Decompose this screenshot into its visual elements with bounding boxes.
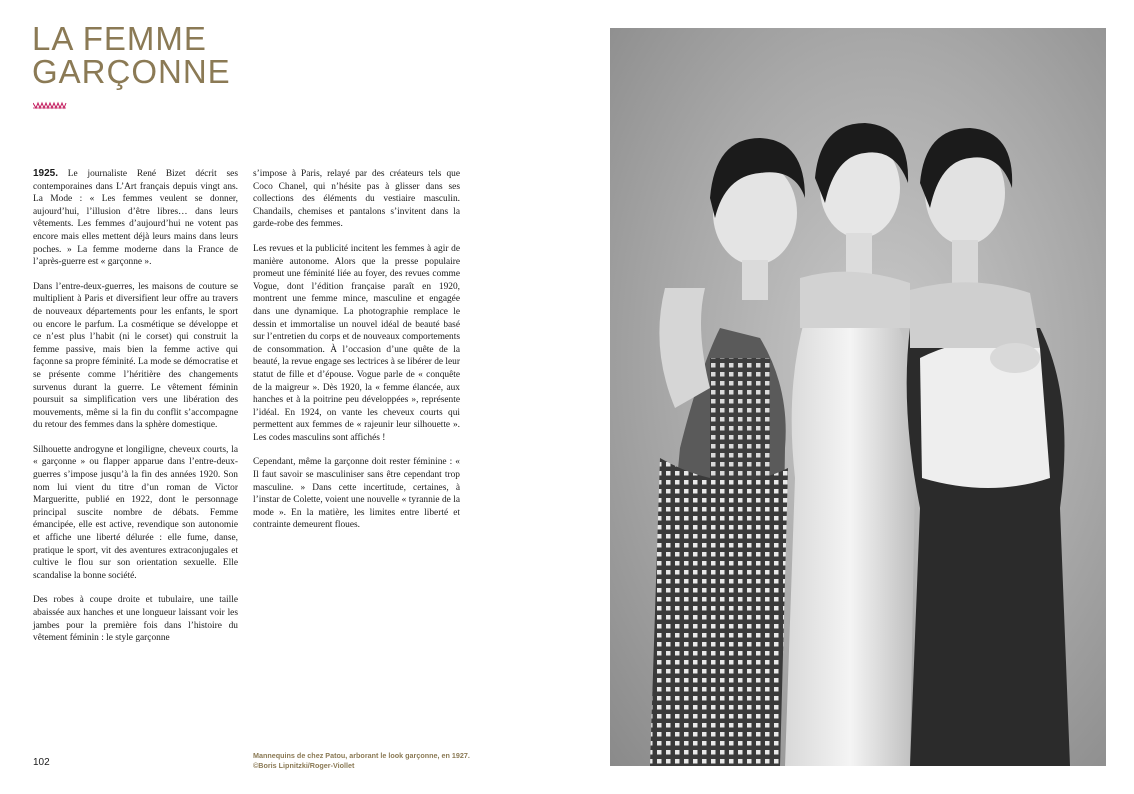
title-line-1: LA FEMME [32, 20, 207, 57]
paragraph-6: Les revues et la publicité incitent les femmes à agir de manière autonome. Alors que la presse populaire promeut une féminité liée au foyer, des revues comme Vogue, dont l’édition française paraît en 1920, montrent une femme mince, masculine et engagée dans une dynamique. La photographie remplace le dessin et immortalise un nouvel idéal de beauté basé sur l’entretien du corps et de nouveaux comportements de consommation. À l’occasion d’une quête de la beauté, la revue engage ses lectrices à se libérer de leur statut de fille et d’épouse. Vogue parle de « conquête de la maigreur ». Dès 1920, la « femme élancée, aux hanches et à la poitrine peu développées », représente l’idéal. En 1924, on vante les cheveux courts qui permettent aux femmes de « rajeunir leur silhouette ». Les codes masculins sont affichés ! [253, 243, 460, 443]
page-title [32, 22, 231, 88]
paragraph-2: Dans l’entre-deux-guerres, les maisons de couture se multiplient à Paris et diversifient leur offre au travers de nouveaux départements pour les enfants, le sport ou encore le parfum. La cosmétique se développe et ce n’est plus l’habit (ni le corset) qui construit la femme passive, mais bien la femme active qui façonne sa propre féminité. La mode se démocratise et se présente comme l’héritière des changements survenus durant la guerre. Le vêtement féminin poursuit sa simplification vers une libération des mouvements, même si la fin du conflit s’accompagne du retour des femmes dans la sphère domestique. [33, 281, 238, 431]
zigzag-ornament-icon [33, 100, 67, 110]
lead-year: 1925. [33, 168, 59, 179]
text-column-left [33, 168, 238, 657]
three-models-illustration [610, 28, 1106, 766]
paragraph-3: Silhouette androgyne et longiligne, cheveux courts, la « garçonne » ou flapper apparue dans l’entre-deux-guerres s’impose jusqu’à la fin des années 1920. Son nom lui vient du titre d’un roman de Victor Margueritte, publié en 1922, dont le personnage principal suscite nombre de débats. Femme émancipée, elle est active, revendique son autonomie et affiche une liberté délurée : elle fume, danse, pratique le sport, vit des aventures extraconjugales et cultive le flou sur son orientation sexuelle. Elle scandalise la bonne société. [33, 444, 238, 581]
text-column-middle [253, 168, 460, 544]
photo-caption [253, 751, 483, 770]
paragraph-1: 1925. Le journaliste René Bizet décrit ses contemporaines dans L’Art français depuis vingt ans. La Mode : « Les femmes veulent se donner, aujourd’hui, l’illusion d’être libres… dans leurs vêtements. Les femmes d’aujourd’hui ne votent pas encore mais elles mettent déjà leurs mains dans leurs poches. » La femme moderne dans la France de l’après-guerre est « garçonne ». [33, 168, 238, 268]
caption-line-1: Mannequins de chez Patou, arborant le look garçonne, en 1927. [253, 751, 470, 760]
caption-line-2: ©Boris Lipnitzki/Roger-Viollet [253, 760, 355, 770]
photograph [610, 28, 1106, 766]
paragraph-7: Cependant, même la garçonne doit rester féminine : « Il faut savoir se masculiniser sans être cependant trop masculine. » Dans cette incertitude, certaines, à l’instar de Colette, voient une nouvelle « tyrannie de la mode ». En la matière, les limites entre liberté et contrainte demeurent floues. [253, 457, 460, 531]
paragraph-4: Des robes à coupe droite et tubulaire, une taille abaissée aux hanches et une longueur laissant voir les jambes pour la première fois dans l’histoire du vêtement féminin : le style garçonne [33, 595, 238, 644]
paragraph-5: s’impose à Paris, relayé par des créateurs tels que Coco Chanel, qui n’hésite pas à glisser dans ses collections des éléments du vestiaire masculin. Chandails, chemises et pantalons s’invitent dans la garde-robe des femmes. [253, 169, 460, 230]
page-number: 102 [33, 757, 50, 768]
title-line-2: GARÇONNE [32, 53, 231, 90]
